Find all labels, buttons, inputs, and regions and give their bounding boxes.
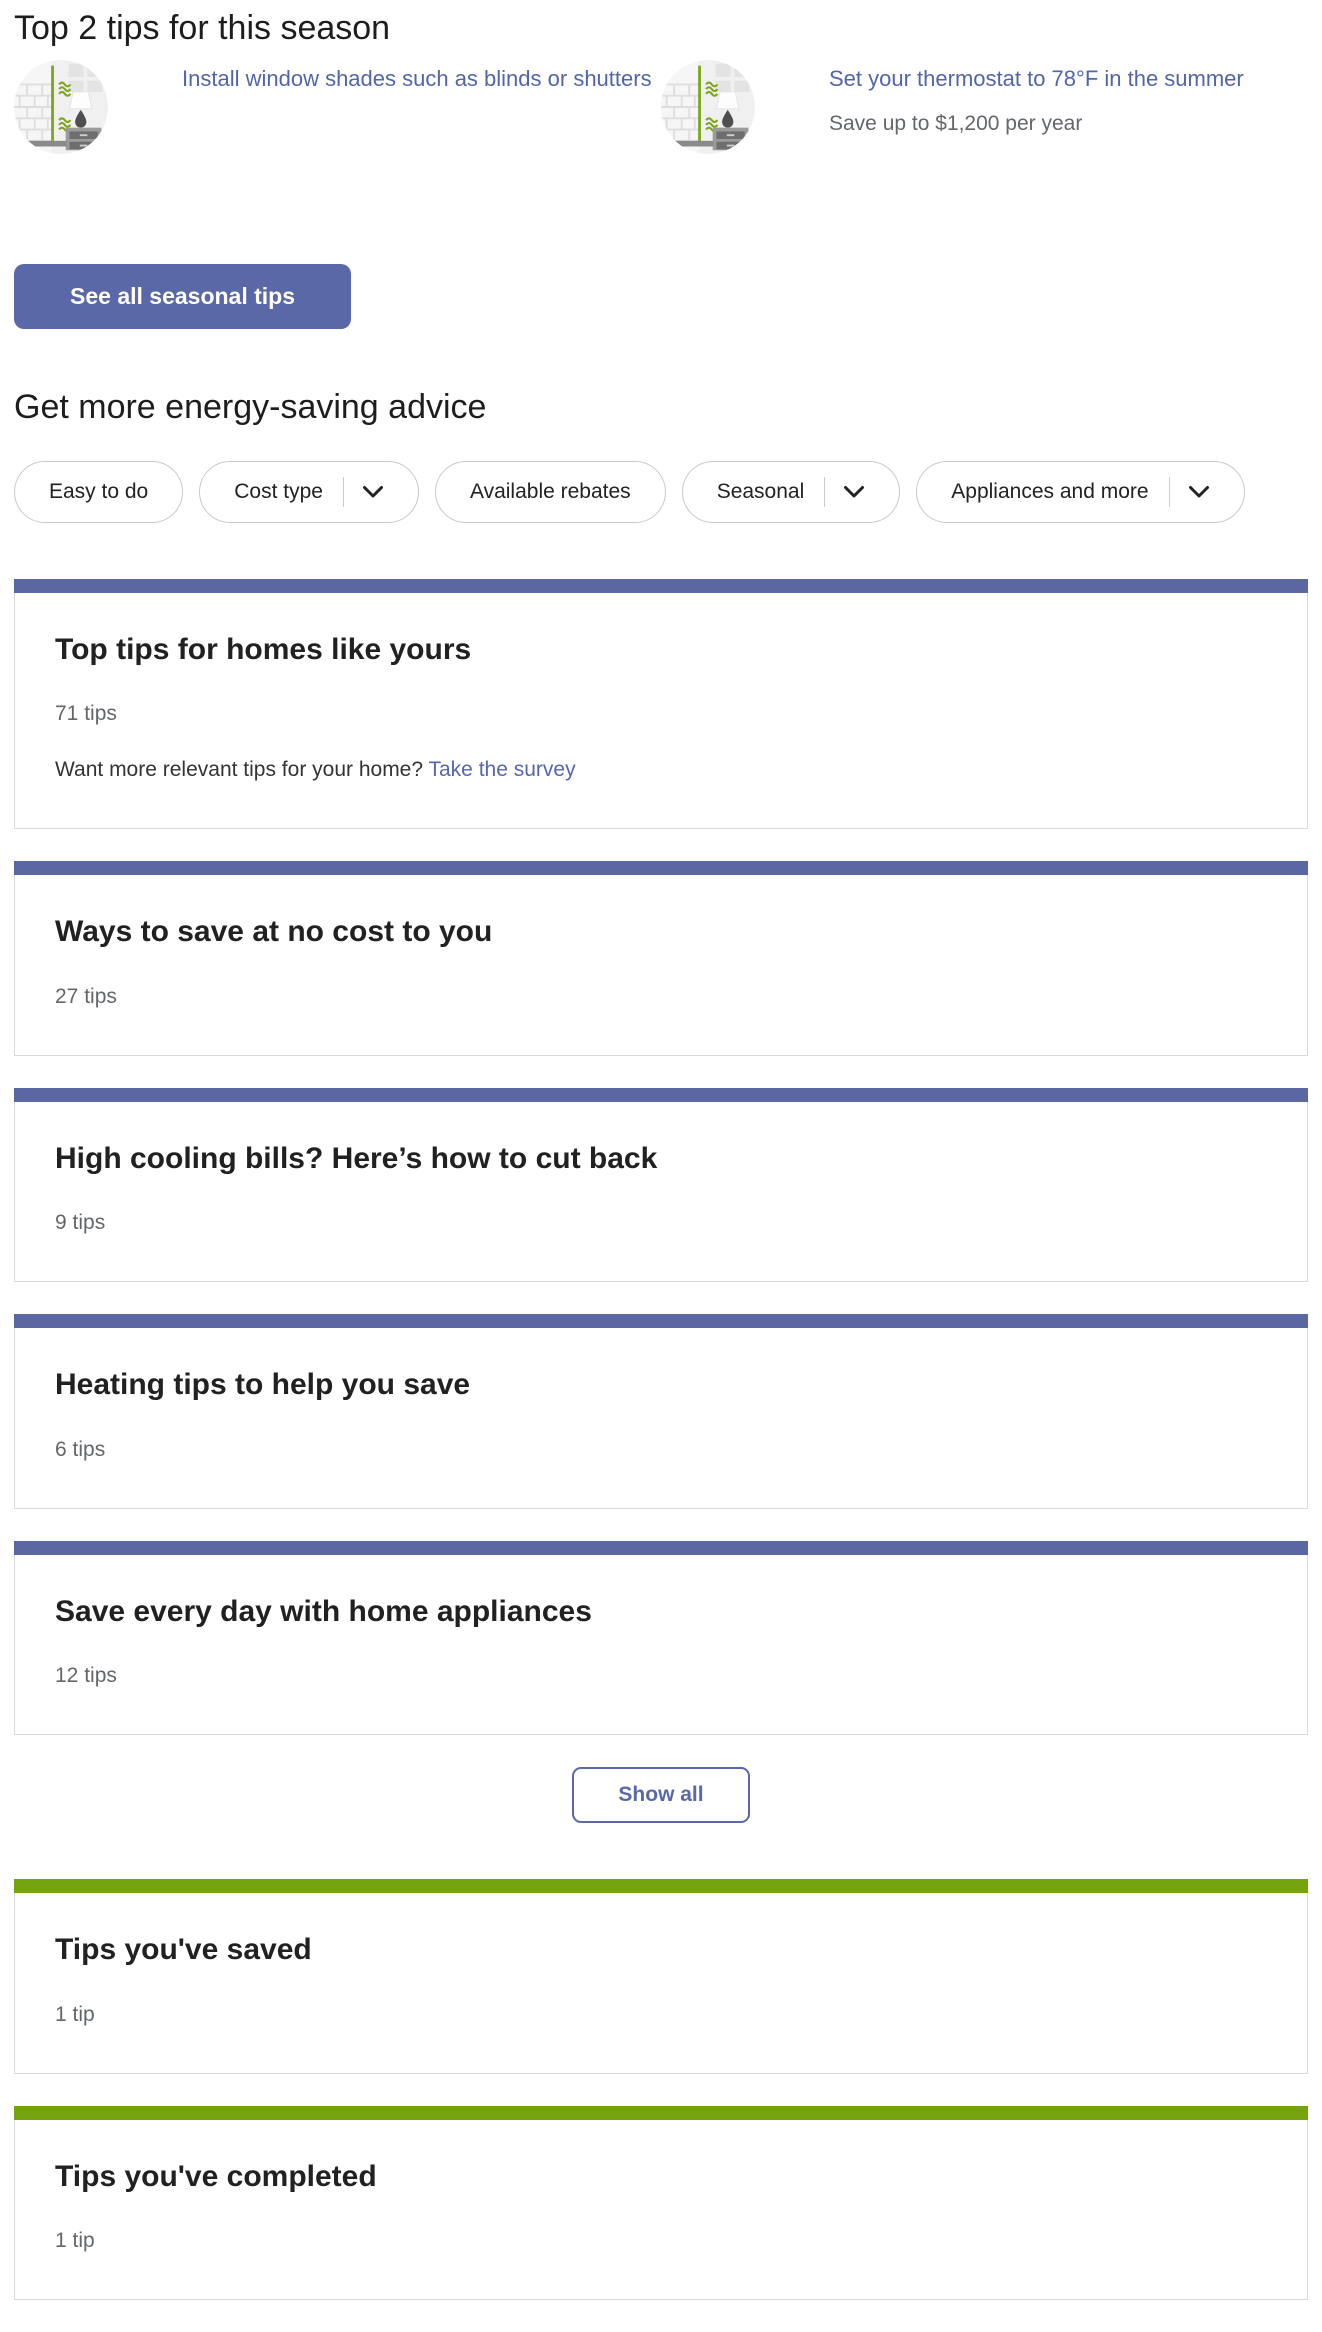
filter-pill-label: Cost type (234, 479, 323, 503)
chevron-down-icon[interactable] (362, 485, 384, 499)
advice-heading: Get more energy-saving advice (14, 387, 487, 426)
card-title: Save every day with home appliances (55, 1594, 592, 1628)
page (14, 8, 1308, 2300)
tips-category-card[interactable] (14, 1088, 1308, 1283)
seasonal-tips-row (14, 58, 1308, 154)
category-cards (14, 579, 1308, 1736)
card-accent-bar (14, 1541, 1308, 1555)
tips-category-card[interactable] (14, 1314, 1308, 1509)
tips-category-card[interactable] (14, 2106, 1308, 2301)
tips-category-card[interactable] (14, 579, 1308, 830)
card-title: Tips you've completed (55, 2159, 377, 2193)
card-body (14, 1328, 1308, 1509)
seasonal-tip (14, 58, 661, 154)
seasonal-tips-heading: Top 2 tips for this season (14, 9, 391, 47)
filter-pill-label: Seasonal (716, 479, 805, 503)
tips-category-card[interactable] (14, 861, 1308, 1056)
my-tips-cards (14, 1879, 1308, 2300)
card-accent-bar (14, 861, 1308, 875)
card-body (14, 1555, 1308, 1736)
card-tip-count: 6 tips (55, 1437, 106, 1461)
tip-link[interactable]: Install window shades such as blinds or shutters (182, 65, 652, 91)
card-body (14, 1102, 1308, 1283)
see-all-seasonal-tips-button[interactable]: See all seasonal tips (14, 264, 351, 329)
card-accent-bar (14, 1314, 1308, 1328)
survey-row (55, 758, 1267, 782)
filter-pill[interactable] (435, 461, 666, 523)
card-tip-count: 1 tip (55, 2002, 95, 2026)
filter-pill[interactable] (14, 461, 183, 523)
card-title: Heating tips to help you save (55, 1368, 471, 1402)
card-body (14, 2120, 1308, 2301)
card-accent-bar (14, 1088, 1308, 1102)
filter-pill[interactable] (916, 461, 1244, 523)
card-title: Ways to save at no cost to you (55, 915, 493, 949)
tip-link[interactable]: Set your thermostat to 78°F in the summer (829, 65, 1244, 91)
survey-prompt: Want more relevant tips for your home? (55, 758, 429, 782)
show-all-wrap (14, 1767, 1308, 1823)
card-accent-bar (14, 1879, 1308, 1893)
card-tip-count: 71 tips (55, 702, 117, 726)
tips-category-card[interactable] (14, 1541, 1308, 1736)
tip-text (182, 58, 652, 96)
card-accent-bar (14, 579, 1308, 593)
pill-divider (343, 477, 344, 507)
card-tip-count: 9 tips (55, 1211, 106, 1235)
filter-pill-label: Appliances and more (951, 479, 1149, 503)
card-title: Top tips for homes like yours (55, 632, 472, 666)
card-body (14, 1893, 1308, 2074)
card-tip-count: 1 tip (55, 2229, 95, 2253)
filter-pill-label: Easy to do (49, 479, 149, 503)
chevron-down-icon[interactable] (1188, 485, 1210, 499)
show-all-button[interactable]: Show all (572, 1767, 749, 1823)
card-tip-count: 12 tips (55, 1664, 117, 1688)
seasonal-tip (661, 58, 1308, 154)
filter-pill[interactable] (199, 461, 419, 523)
card-body (14, 593, 1308, 830)
filter-pill[interactable] (682, 461, 901, 523)
card-body (14, 875, 1308, 1056)
card-title: High cooling bills? Here’s how to cut back (55, 1141, 658, 1175)
filter-pills-row (14, 461, 1308, 523)
tip-text (829, 58, 1244, 136)
window-shade-room-icon (14, 60, 108, 154)
pill-divider (824, 477, 825, 507)
card-title: Tips you've saved (55, 1933, 312, 1967)
tip-savings: Save up to $1,200 per year (829, 111, 1083, 135)
card-tip-count: 27 tips (55, 984, 117, 1008)
window-shade-room-icon (661, 60, 755, 154)
take-survey-link[interactable]: Take the survey (428, 758, 576, 782)
card-accent-bar (14, 2106, 1308, 2120)
chevron-down-icon[interactable] (843, 485, 865, 499)
tips-category-card[interactable] (14, 1879, 1308, 2074)
pill-divider (1169, 477, 1170, 507)
filter-pill-label: Available rebates (469, 479, 631, 503)
